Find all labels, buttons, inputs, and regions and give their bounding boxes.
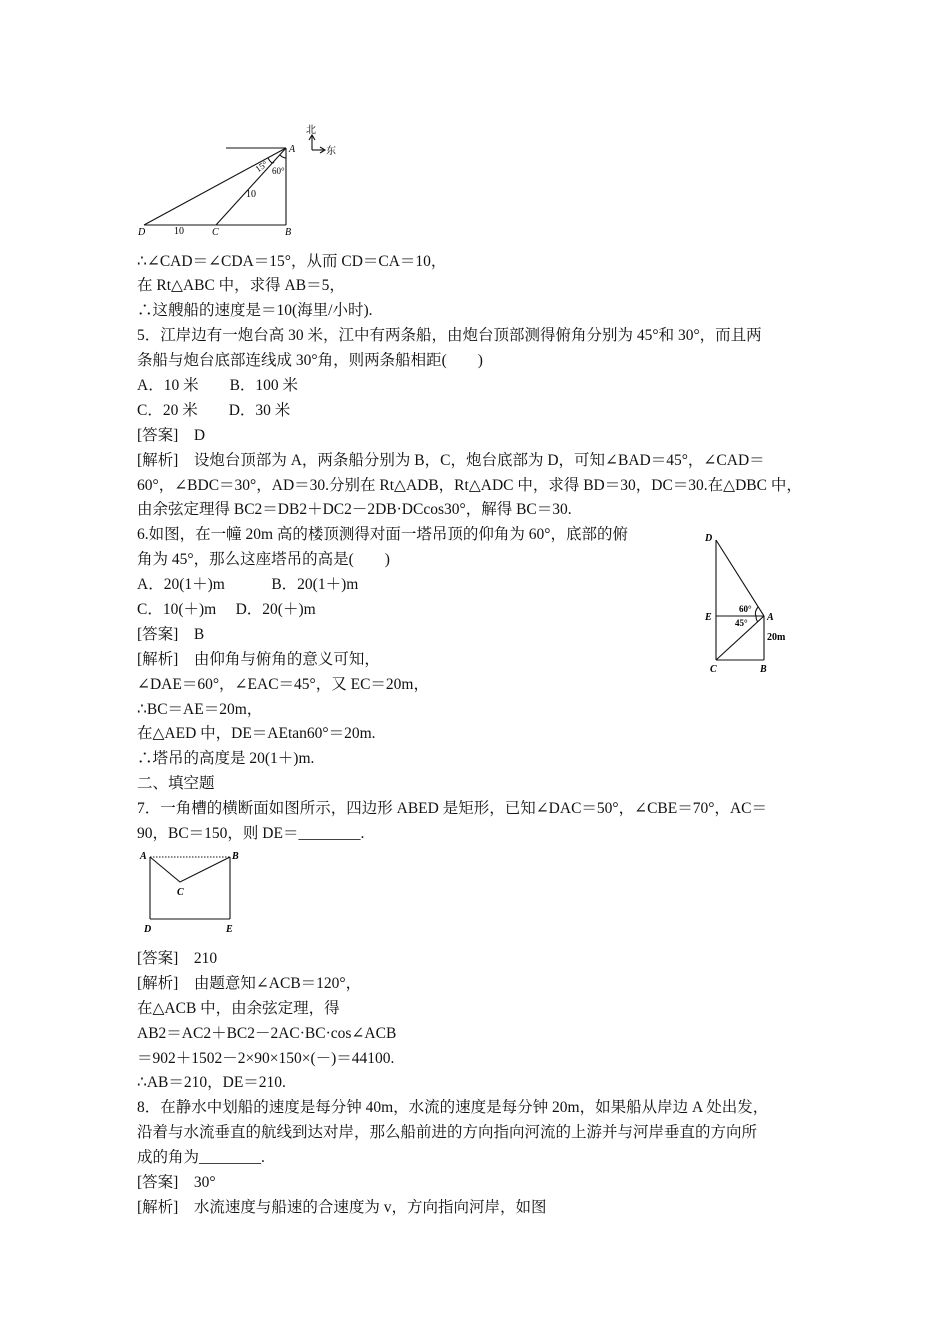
label-B: B: [285, 227, 292, 238]
text-line: 90，BC＝150，则 DE＝________.: [137, 825, 365, 842]
label-north: 北: [306, 125, 316, 136]
label-E: E: [705, 612, 712, 623]
question-6: 6.如图，在一幢 20m 高的楼顶测得对面一塔吊顶的仰角为 60°，底部的俯: [137, 526, 629, 543]
label-east: 东: [326, 146, 336, 157]
label-angle-60: 60°: [272, 166, 285, 176]
label-A: A: [767, 612, 774, 623]
text-line: ＝902＋1502－2×90×150×(－)＝44100.: [137, 1050, 395, 1067]
label-len-DC: 10: [174, 226, 184, 237]
text-line: 在 Rt△ABC 中，求得 AB＝5，: [137, 277, 345, 294]
section-heading: 二、填空题: [137, 775, 215, 792]
text-line: ∴BC＝AE＝20m，: [137, 701, 263, 718]
label-E: E: [226, 924, 233, 935]
line-AD: [144, 148, 286, 225]
question-8: 8．在静水中划船的速度是每分钟 40m，水流的速度是每分钟 20m，如果船从岸边 A 处出发，: [137, 1099, 769, 1116]
analysis-7: [解析] 由题意知∠ACB＝120°，: [137, 975, 362, 992]
option-line: A．10 米 B．100 米: [137, 377, 299, 394]
answer-7: [答案] 210: [137, 950, 218, 967]
label-B: B: [232, 851, 239, 862]
label-D: D: [705, 533, 713, 544]
label-C: C: [212, 227, 219, 238]
text-line: ∴塔吊的高度是 20(1＋)m.: [137, 750, 315, 767]
text-line: ∴这艘船的速度是＝10(海里/小时).: [137, 302, 373, 319]
label-D: D: [144, 924, 152, 935]
analysis-5: [解析] 设炮台顶部为 A，两条船分别为 B，C，炮台底部为 D，可知∠BAD＝45°，∠CAD＝: [137, 452, 765, 469]
figure-ship-bearing: [130, 118, 350, 238]
label-C: C: [710, 664, 717, 675]
answer-6: [答案] B: [137, 626, 205, 643]
label-len-AC: 10: [246, 189, 256, 200]
figure-trough: [138, 848, 248, 936]
label-A: A: [140, 851, 147, 862]
analysis-8: [解析] 水流速度与船速的合速度为 v，方向指向河岸，如图: [137, 1199, 547, 1216]
label-A: A: [289, 144, 296, 155]
option-line: A．20(1＋)m B．20(1＋)m: [137, 576, 359, 593]
line-ACB: [150, 857, 230, 882]
text-line: 60°，∠BDC＝30°，AD＝30.分别在 Rt△ADB，Rt△ADC 中，求得 BD＝30，DC＝30.在△DBC 中，: [137, 477, 802, 494]
text-line: AB2＝AC2＋BC2－2AC·BC·cos∠ACB: [137, 1025, 397, 1042]
angle-arc-45: [756, 616, 758, 622]
line-AC: [216, 148, 286, 225]
text-line: ∴∠CAD＝∠CDA＝15°，从而 CD＝CA＝10，: [137, 253, 447, 270]
text-line: ∠DAE＝60°，∠EAC＝45°，又 EC＝20m，: [137, 676, 429, 693]
analysis-6: [解析] 由仰角与俯角的意义可知，: [137, 651, 380, 668]
text-line: 由余弦定理得 BC2＝DB2＋DC2－2DB·DCcos30°，解得 BC＝30.: [137, 501, 572, 518]
label-angle-15: 15°: [253, 158, 270, 175]
text-line: 沿着与水流垂直的航线到达对岸，那么船前进的方向指向河流的上游并与河岸垂直的方向所: [137, 1124, 758, 1141]
question-7: 7．一角槽的横断面如图所示，四边形 ABED 是矩形，已知∠DAC＝50°，∠CBE＝70°，AC＝: [137, 800, 767, 817]
label-B: B: [760, 664, 767, 675]
option-line: C．10(＋)m D．20(＋)m: [137, 601, 316, 618]
label-D: D: [138, 227, 146, 238]
label-height: 20m: [767, 632, 786, 643]
text-line: 角为 45°，那么这座塔吊的高是( ): [137, 551, 390, 568]
question-5: 5．江岸边有一炮台高 30 米，江中有两条船，由炮台顶部测得俯角分别为 45°和 30°，而且两: [137, 327, 762, 344]
angle-arc-60: [755, 607, 758, 616]
text-line: 成的角为________.: [137, 1149, 265, 1166]
figure-tower-crane: [700, 528, 800, 678]
angle-arc-60: [280, 155, 286, 158]
answer-5: [答案] D: [137, 427, 206, 444]
label-angle-60: 60°: [739, 604, 752, 614]
answer-8: [答案] 30°: [137, 1174, 216, 1191]
option-line: C．20 米 D．30 米: [137, 402, 291, 419]
text-line: 在△AED 中，DE＝AEtan60°＝20m.: [137, 725, 376, 742]
angle-arc-15: [268, 158, 274, 163]
text-line: 在△ACB 中，由余弦定理，得: [137, 1000, 340, 1017]
text-line: ∴AB＝210，DE＝210.: [137, 1074, 286, 1091]
label-angle-45: 45°: [735, 618, 748, 628]
label-C: C: [177, 887, 184, 898]
text-line: 条船与炮台底部连线成 30°角，则两条船相距( ): [137, 352, 483, 369]
